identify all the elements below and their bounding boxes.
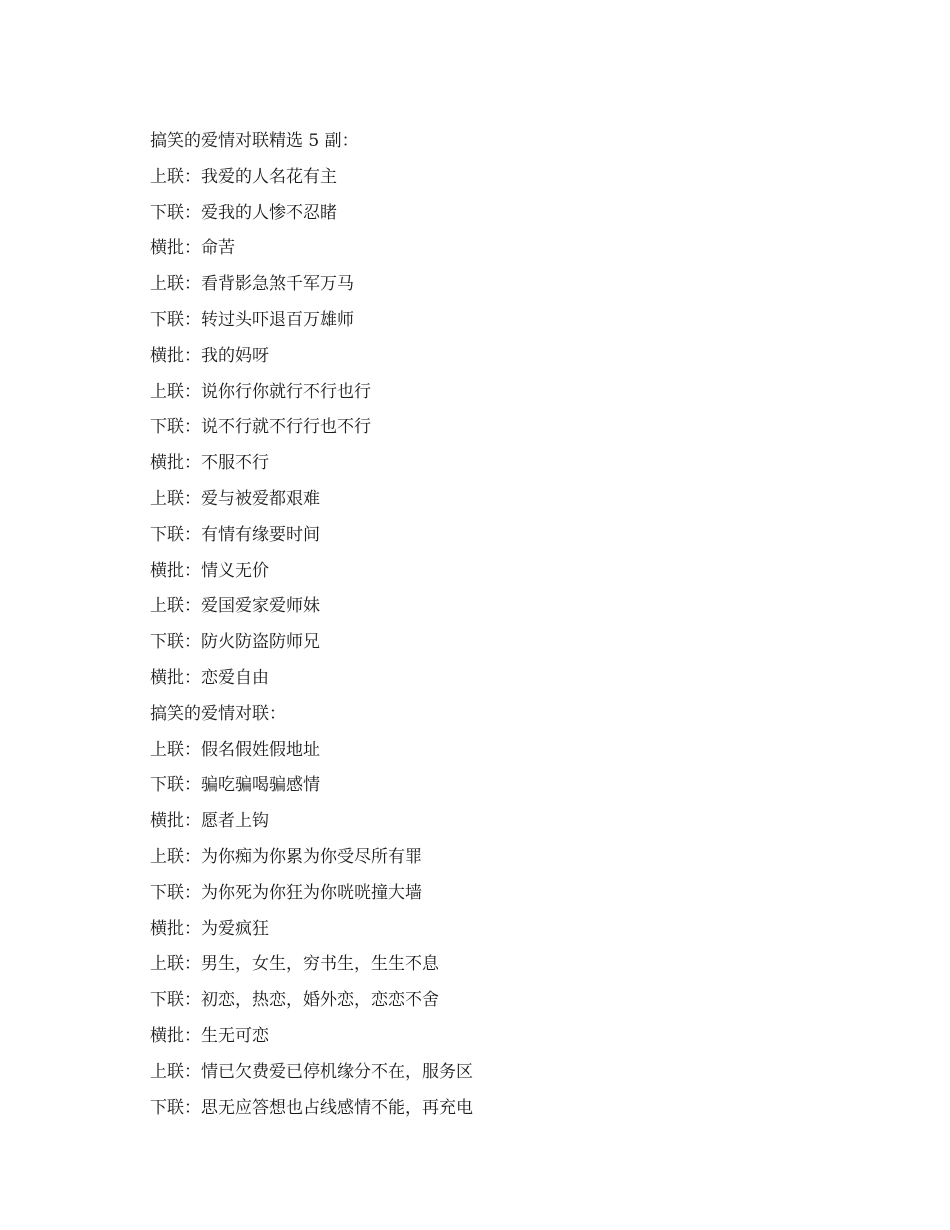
couplet-horizontal-line: 横批：生无可恋 [150,1025,269,1046]
couplet-lower-line: 下联：转过头吓退百万雄师 [150,309,354,330]
couplet-horizontal-line: 横批：我的妈呀 [150,345,269,366]
section-heading: 搞笑的爱情对联精选 5 副： [150,131,359,151]
couplet-lower-line: 下联：为你死为你狂为你咣咣撞大墙 [150,882,422,903]
couplet-horizontal-line: 横批：不服不行 [150,453,269,474]
couplet-lower-line: 下联：防火防盗防师兄 [150,632,320,653]
couplet-upper-line: 上联：为你痴为你累为你受尽所有罪 [150,846,422,867]
couplet-upper-line: 上联：爱国爱家爱师妹 [150,596,320,617]
couplet-upper-line: 上联：爱与被爱都艰难 [150,488,320,509]
couplet-horizontal-line: 横批：为爱疯狂 [150,918,269,939]
couplet-upper-line: 上联：假名假姓假地址 [150,739,320,760]
couplet-lower-line: 下联：有情有缘要时间 [150,524,320,545]
couplet-lower-line: 下联：思无应答想也占线感情不能，再充电 [150,1097,473,1118]
couplet-lower-line: 下联：说不行就不行行也不行 [150,417,371,438]
couplet-horizontal-line: 横批：恋爱自由 [150,667,269,688]
couplet-lower-line: 下联：爱我的人惨不忍睹 [150,202,337,223]
document-body [150,124,850,1126]
couplet-upper-line: 上联：情已欠费爱已停机缘分不在，服务区 [150,1061,473,1082]
couplet-horizontal-line: 横批：命苦 [150,238,235,259]
couplet-horizontal-line: 横批：情义无价 [150,560,269,581]
section-heading: 搞笑的爱情对联： [150,703,286,724]
couplet-lower-line: 下联：初恋，热恋，婚外恋，恋恋不舍 [150,990,439,1011]
couplet-upper-line: 上联：看背影急煞千军万马 [150,274,354,295]
couplet-lower-line: 下联：骗吃骗喝骗感情 [150,775,320,796]
couplet-horizontal-line: 横批：愿者上钩 [150,811,269,832]
couplet-upper-line: 上联：我爱的人名花有主 [150,166,337,187]
couplet-upper-line: 上联：男生，女生，穷书生，生生不息 [150,954,439,975]
couplet-upper-line: 上联：说你行你就行不行也行 [150,381,371,402]
